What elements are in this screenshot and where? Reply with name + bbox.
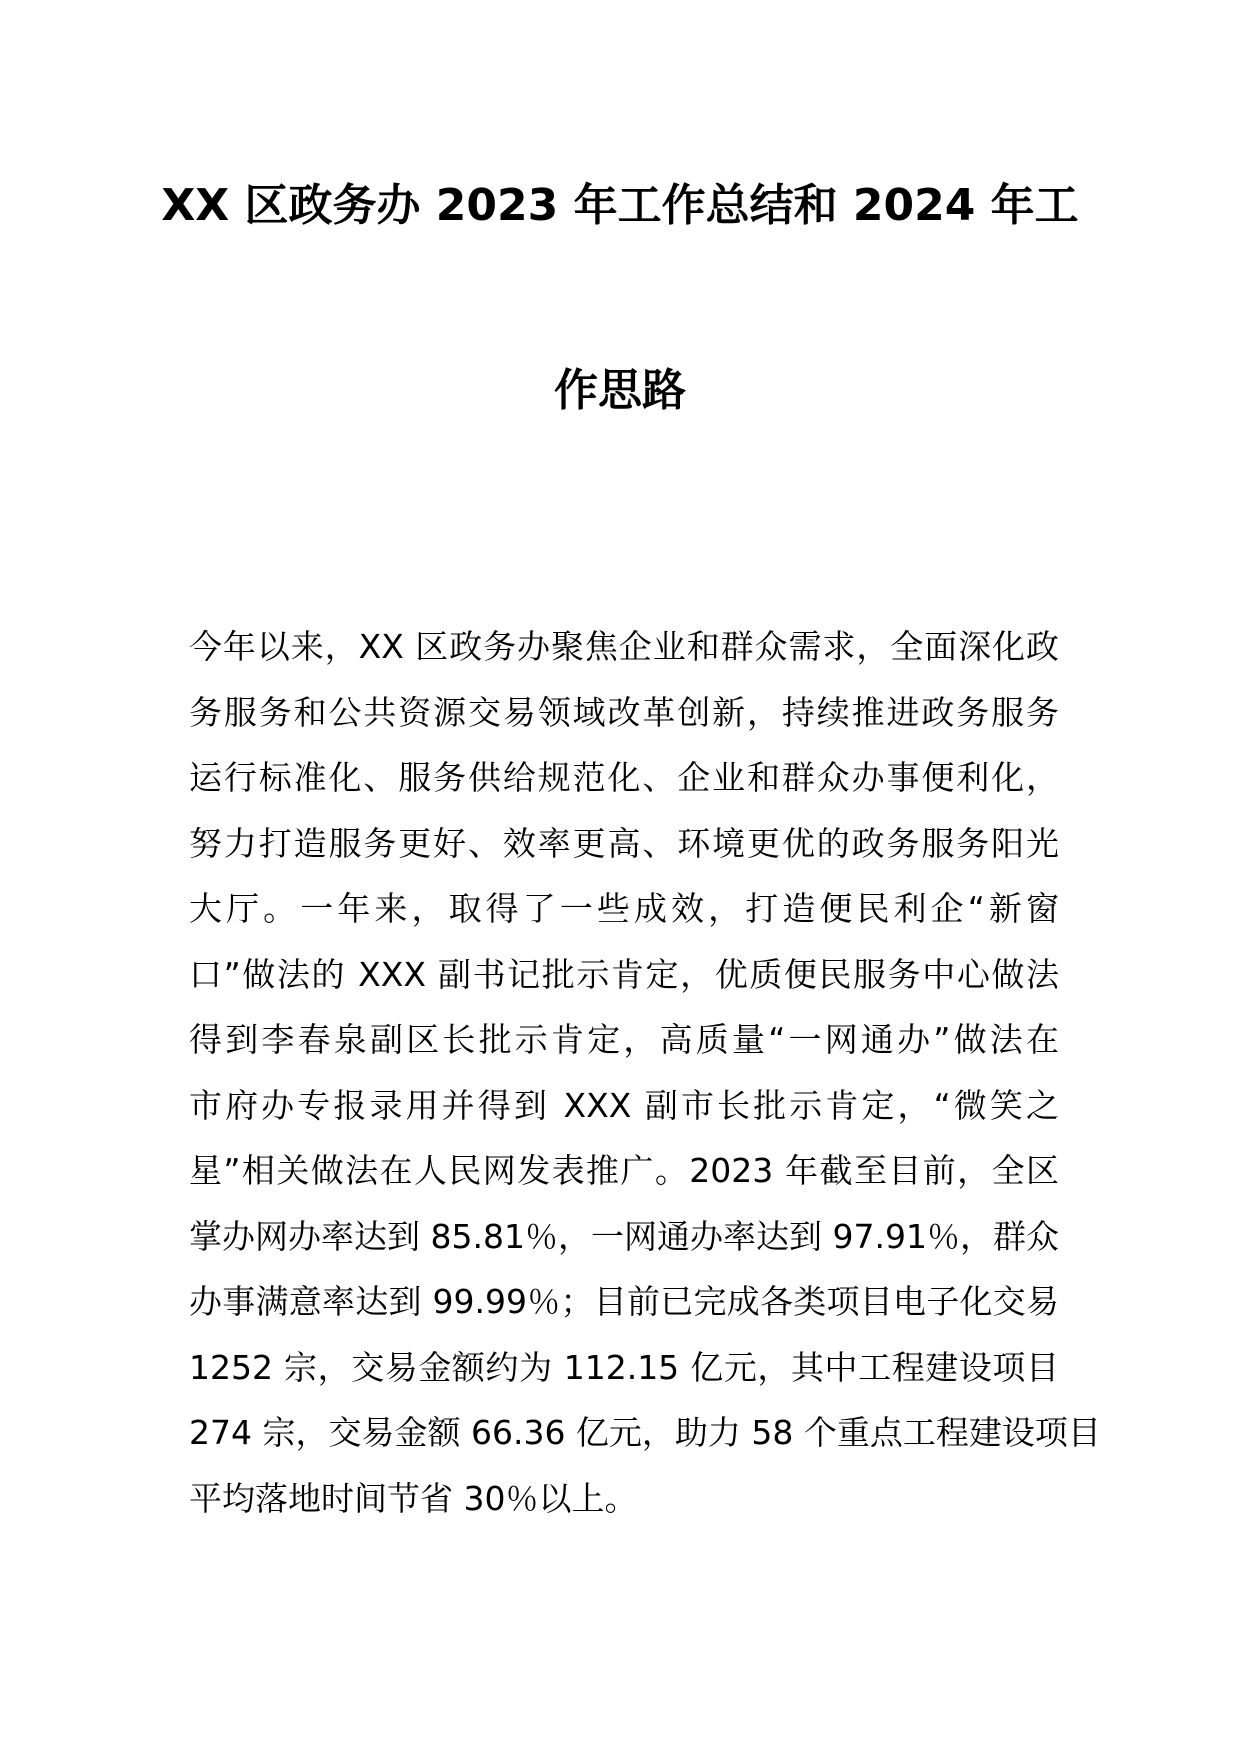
paragraph-line: 掌办网办率达到 85.81％，一网通办率达到 97.91％，群众 xyxy=(189,1216,1059,1256)
paragraph-line: 1252 宗，交易金额约为 112.15 亿元，其中工程建设项目 xyxy=(189,1347,1059,1387)
paragraph-line: 星”相关做法在人民网发表推广。2023 年截至目前，全区 xyxy=(189,1151,1059,1190)
paragraph-line: 今年以来，XX 区政务办聚焦企业和群众需求，全面深化政 xyxy=(189,627,1059,666)
document-body-paragraph xyxy=(189,614,1101,1531)
paragraph-line: 大厅。一年来，取得了一些成效，打造便民利企“新窗 xyxy=(189,889,1059,928)
paragraph-line: 务服务和公共资源交易领域改革创新，持续推进政务服务 xyxy=(189,692,1059,732)
paragraph-line: 市府办专报录用并得到 XXX 副市长批示肯定，“微笑之 xyxy=(189,1085,1059,1125)
document-title-line-1: XX 区政务办 2023 年工作总结和 2024 年工 xyxy=(161,180,1079,231)
paragraph-line: 办事满意率达到 99.99％；目前已完成各类项目电子化交易 xyxy=(189,1282,1059,1321)
paragraph-line: 274 宗，交易金额 66.36 亿元，助力 58 个重点工程建设项目 xyxy=(189,1413,1101,1452)
paragraph-line: 得到李春泉副区长批示肯定，高质量“一网通办”做法在 xyxy=(189,1020,1059,1059)
paragraph-line: 平均落地时间节省 30％以上。 xyxy=(189,1478,638,1518)
document-title-line-2: 作思路 xyxy=(554,365,686,416)
paragraph-line: 运行标准化、服务供给规范化、企业和群众办事便利化， xyxy=(189,758,1059,797)
paragraph-line: 口”做法的 XXX 副书记批示肯定，优质便民服务中心做法 xyxy=(189,954,1059,994)
paragraph-line: 努力打造服务更好、效率更高、环境更优的政务服务阳光 xyxy=(189,823,1059,863)
